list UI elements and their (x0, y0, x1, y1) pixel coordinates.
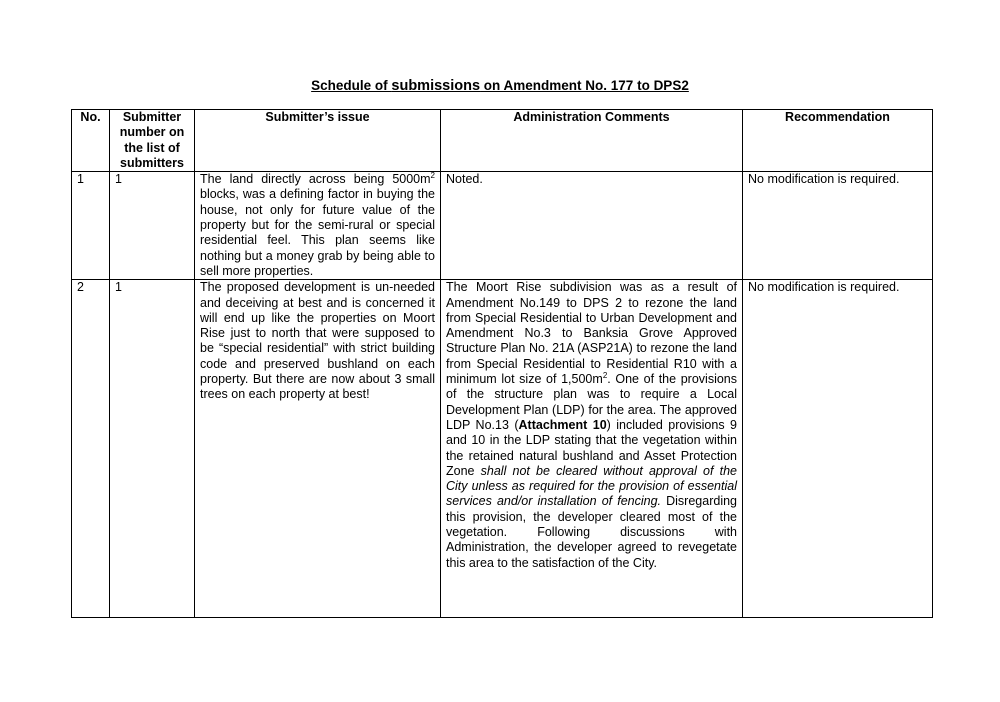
cell-no: 2 (72, 280, 110, 618)
issue-superscript: 2 (430, 171, 435, 181)
cell-recommendation: No modification is required. (743, 280, 933, 618)
header-no: No. (72, 110, 110, 172)
admin-italic-clause: shall not be cleared without approval of the City unless as required for the provision of essential services and/or installation of fencing. (446, 463, 737, 509)
issue-text-b: blocks, was a defining factor in buying the house, not only for future value of the property but for the semi-rural or special residential feel. This plan seems like nothing but a money grab by being able to sell more properties. (200, 187, 435, 278)
title-part-3: on Amendment No. 177 to DPS2 (480, 78, 689, 93)
header-submitter-issue: Submitter’s issue (195, 110, 441, 172)
issue-text-a: The land directly across being 5000m (200, 172, 431, 187)
table-header-row (72, 110, 933, 172)
admin-text-b: . One of the provisions of the structure plan was to require a Local Development Plan (LDP) for the area. The approved LDP No.13 ( (446, 372, 737, 432)
cell-submitter-number: 1 (110, 172, 195, 280)
admin-superscript: 2 (602, 370, 608, 380)
title-part-1: Schedule of (311, 78, 392, 93)
document-title (0, 78, 1000, 94)
cell-administration-comment (441, 280, 743, 618)
header-recommendation: Recommendation (743, 110, 933, 172)
header-submitter-number: Submitter number on the list of submitters (110, 110, 195, 172)
table-row (72, 172, 933, 280)
title-part-2: submissions (391, 78, 481, 94)
cell-administration-comment: Noted. (441, 172, 743, 280)
cell-submitter-issue: The proposed development is un-needed and deceiving at best and is concerned it will end up like the properties on Moort Rise just to north that were supposed to be “special residential” with strict building code and preserved bushland on each property. But there are now about 3 small trees on each property at best! (195, 280, 441, 618)
header-administration-comments: Administration Comments (441, 110, 743, 172)
attachment-reference: Attachment 10 (518, 417, 607, 432)
cell-recommendation: No modification is required. (743, 172, 933, 280)
cell-no: 1 (72, 172, 110, 280)
cell-submitter-issue (195, 172, 441, 280)
table-row (72, 280, 933, 618)
cell-submitter-number: 1 (110, 280, 195, 618)
submissions-table (71, 109, 933, 618)
admin-text-d: Disregarding this provision, the developer cleared most of the vegetation. Following discussions with Administration, the developer agreed to revegetate this area to the satisfaction of the City. (446, 494, 737, 570)
admin-text-a: The Moort Rise subdivision was as a result of Amendment No.149 to DPS 2 to rezone the land from Special Residential to Urban Development and Amendment No.3 to Banksia Grove Approved Structure Plan No. 21A (ASP21A) to rezone the land from Special Residential to Residential R10 with a minimum lot size of 1,500m (446, 280, 737, 387)
admin-text-c: ) included provisions 9 and 10 in the LDP stating that the vegetation within the retained natural bushland and Asset Protection Zone (446, 417, 737, 478)
